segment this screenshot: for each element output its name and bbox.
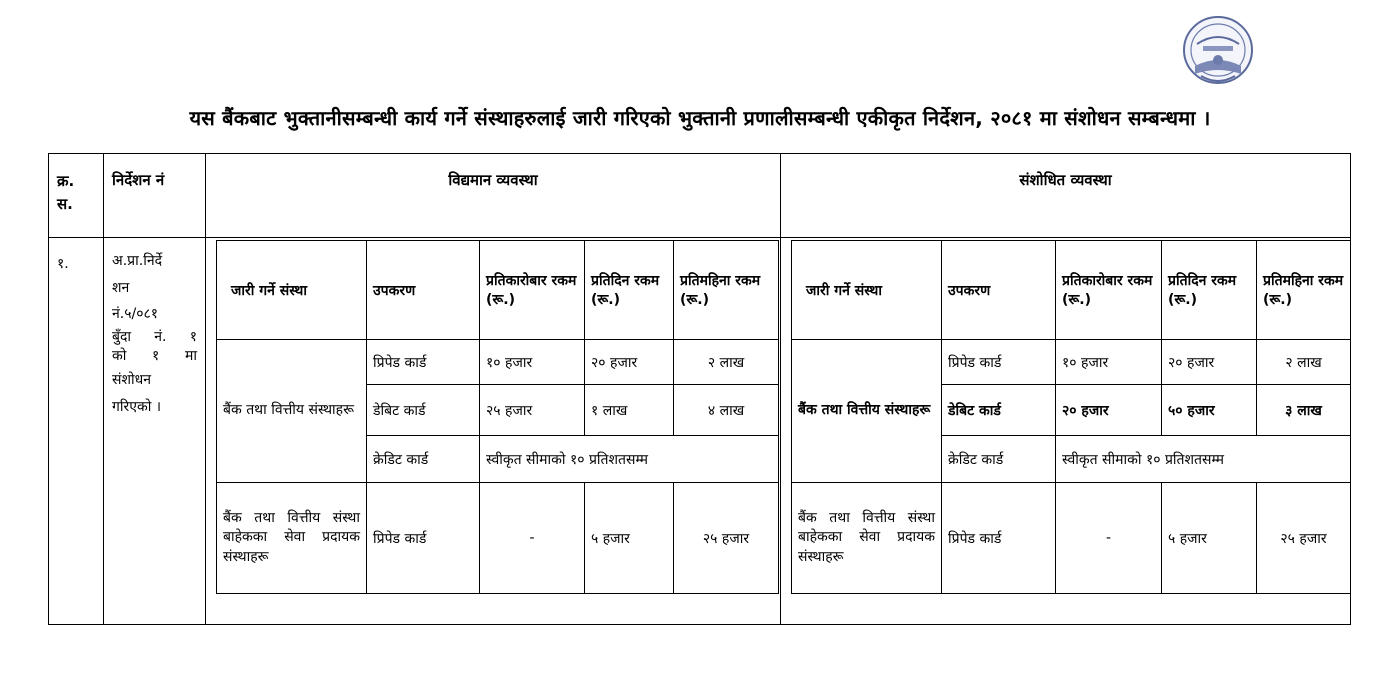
document-title: यस बैंकबाट भुक्तानीसम्बन्धी कार्य गर्ने संस्थाहरुलाई जारी गरिएको भुक्तानी प्रणालीसम्बन्धी एकीकृत निर्देशन, २०८१ मा संशोधन सम्बन्धमा ।: [189, 106, 1211, 130]
credit-limit: स्वीकृत सीमाको १० प्रतिशतसम्म: [480, 436, 779, 483]
instrument-prepaid: प्रिपेड कार्ड: [367, 483, 480, 594]
issuer-bfi: बैंक तथा वित्तीय संस्थाहरू: [792, 340, 942, 483]
debit-per-month: ३ लाख: [1257, 385, 1351, 436]
prepaid-per-month: २ लाख: [674, 340, 779, 385]
prepaid-per-day: २० हजार: [585, 340, 674, 385]
credit-limit: स्वीकृत सीमाको १० प्रतिशतसम्म: [1056, 436, 1351, 483]
existing-limits-table: [216, 240, 779, 594]
row-directive-no: अ.प्रा.निर्दे शन नं.५/०८१ बुँदा नं. १ को १ मा संशोधन गरिएको ।: [104, 238, 206, 625]
table-row: [792, 483, 1351, 594]
header-existing: विद्यमान व्यवस्था: [206, 154, 781, 238]
debit-per-transaction: २० हजार: [1056, 385, 1162, 436]
prepaid-per-transaction: १० हजार: [480, 340, 585, 385]
amended-limits-table: [791, 240, 1351, 594]
row-serial: १.: [49, 238, 104, 625]
existing-arrangement: [206, 238, 781, 625]
non-bfi-per-month: २५ हजार: [674, 483, 779, 594]
issuer-non-bfi: बैंक तथा वित्तीय संस्था बाहेकका सेवा प्रदायक संस्थाहरू: [217, 483, 367, 594]
instrument-credit: क्रेडिट कार्ड: [367, 436, 480, 483]
non-bfi-per-transaction: -: [1056, 483, 1162, 594]
non-bfi-per-day: ५ हजार: [1162, 483, 1257, 594]
amended-arrangement: [781, 238, 1351, 625]
header-serial: क्र. स.: [49, 154, 104, 238]
col-per-month: प्रतिमहिना रकम (रू.): [674, 241, 779, 340]
col-issuer: जारी गर्ने संस्था: [792, 241, 942, 340]
non-bfi-per-month: २५ हजार: [1257, 483, 1351, 594]
col-per-transaction: प्रतिकारोबार रकम (रू.): [1056, 241, 1162, 340]
prepaid-per-month: २ लाख: [1257, 340, 1351, 385]
debit-per-month: ४ लाख: [674, 385, 779, 436]
debit-per-day: १ लाख: [585, 385, 674, 436]
nepal-rastra-bank-seal-icon: [1181, 14, 1255, 92]
issuer-non-bfi: बैंक तथा वित्तीय संस्था बाहेकका सेवा प्रदायक संस्थाहरू: [792, 483, 942, 594]
prepaid-per-transaction: १० हजार: [1056, 340, 1162, 385]
instrument-prepaid: प्रिपेड कार्ड: [942, 483, 1056, 594]
col-per-day: प्रतिदिन रकम (रू.): [585, 241, 674, 340]
instrument-debit: डेबिट कार्ड: [942, 385, 1056, 436]
col-instrument: उपकरण: [942, 241, 1056, 340]
non-bfi-per-day: ५ हजार: [585, 483, 674, 594]
header-amended: संशोधित व्यवस्था: [781, 154, 1351, 238]
instrument-debit: डेबिट कार्ड: [367, 385, 480, 436]
instrument-credit: क्रेडिट कार्ड: [942, 436, 1056, 483]
debit-per-transaction: २५ हजार: [480, 385, 585, 436]
debit-per-day: ५० हजार: [1162, 385, 1257, 436]
existing-column-headers: [217, 241, 779, 340]
prepaid-per-day: २० हजार: [1162, 340, 1257, 385]
instrument-prepaid: प्रिपेड कार्ड: [942, 340, 1056, 385]
header-directive-no: निर्देशन नं: [104, 154, 206, 238]
amended-column-headers: [792, 241, 1351, 340]
instrument-prepaid: प्रिपेड कार्ड: [367, 340, 480, 385]
col-per-day: प्रतिदिन रकम (रू.): [1162, 241, 1257, 340]
non-bfi-per-transaction: -: [480, 483, 585, 594]
table-row: [792, 340, 1351, 385]
col-per-month: प्रतिमहिना रकम (रू.): [1257, 241, 1351, 340]
table-row: [49, 238, 1351, 625]
table-header-row: [49, 154, 1351, 238]
col-issuer: जारी गर्ने संस्था: [217, 241, 367, 340]
col-instrument: उपकरण: [367, 241, 480, 340]
table-row: [217, 340, 779, 385]
issuer-bfi: बैंक तथा वित्तीय संस्थाहरू: [217, 340, 367, 483]
directive-comparison-table: [48, 153, 1351, 625]
col-per-transaction: प्रतिकारोबार रकम (रू.): [480, 241, 585, 340]
table-row: [217, 483, 779, 594]
